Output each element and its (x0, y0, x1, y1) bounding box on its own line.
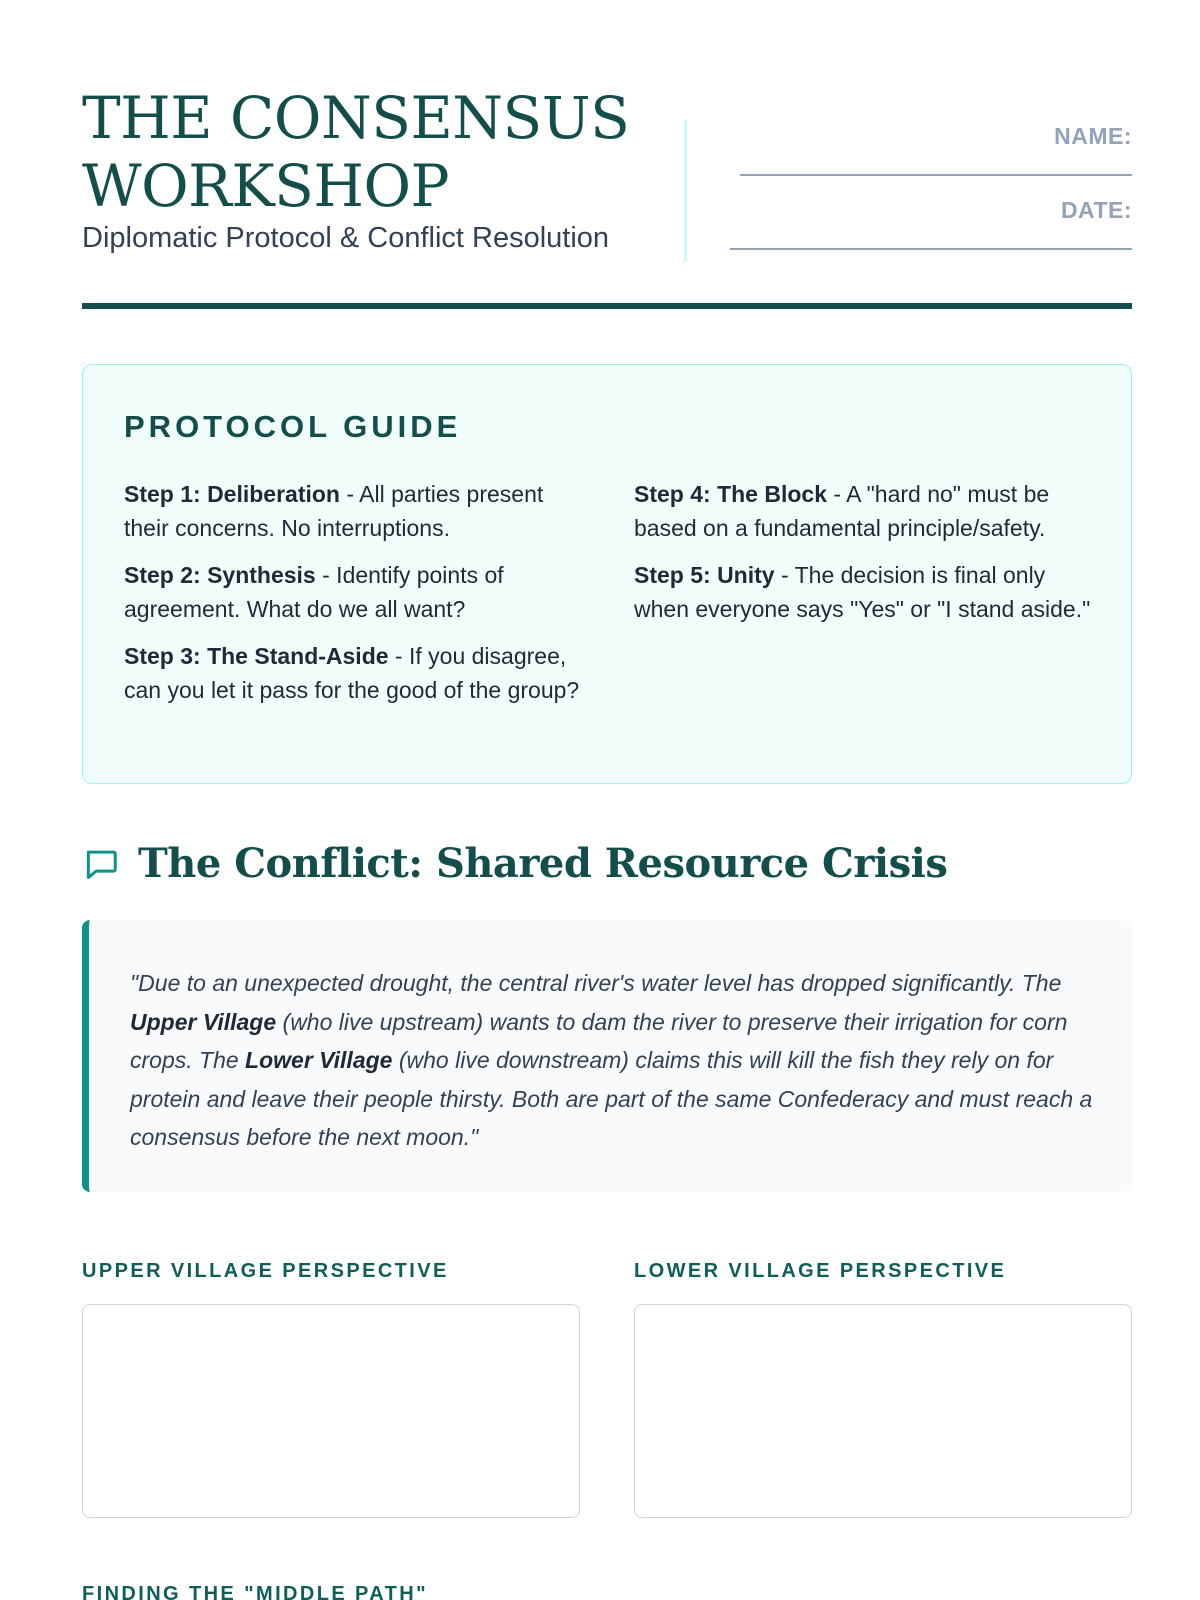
step-text: - A "hard no" must be based on a fundamental principle/safety. (634, 481, 1050, 541)
header-divider (684, 120, 687, 262)
middle-path-label: FINDING THE "MIDDLE PATH" (82, 1583, 428, 1600)
step-label: Step 5: Unity (634, 562, 775, 588)
scenario-part-3: (who live downstream) claims this will kill the fish they rely on for protein and leave their people thirsty. Both are part of the same Confederacy and must reach a consensus before the next moon." (130, 1047, 1093, 1150)
scenario-quote (82, 920, 1132, 1192)
upper-village-section (82, 1258, 580, 1518)
step-text: - The decision is final only when everyone says "Yes" or "I stand aside." (634, 562, 1091, 622)
step-text: - If you disagree, can you let it pass for the good of the group? (124, 643, 580, 703)
lower-village-answer-box[interactable] (634, 1304, 1132, 1518)
name-line[interactable] (740, 174, 1132, 176)
protocol-guide (82, 364, 1132, 784)
protocol-step-3 (124, 639, 584, 707)
date-line[interactable] (730, 248, 1132, 250)
title-line-2: WORKSHOP (82, 152, 450, 220)
protocol-guide-title: PROTOCOL GUIDE (124, 409, 462, 444)
lower-village-emphasis: Lower Village (245, 1047, 393, 1073)
page-subtitle: Diplomatic Protocol & Conflict Resolution (82, 222, 610, 254)
header (82, 84, 1132, 264)
date-label: DATE: (1060, 197, 1132, 223)
lower-village-section (634, 1258, 1132, 1518)
protocol-step-2 (124, 558, 584, 626)
page-title (82, 84, 682, 220)
header-rule (82, 303, 1132, 309)
lower-village-label: LOWER VILLAGE PERSPECTIVE (634, 1260, 1007, 1282)
step-label: Step 1: Deliberation (124, 481, 340, 507)
upper-village-emphasis: Upper Village (130, 1008, 277, 1035)
step-label: Step 4: The Block (634, 481, 827, 507)
protocol-step-5 (634, 558, 1104, 626)
scenario-text (130, 964, 1096, 1157)
upper-village-answer-box[interactable] (82, 1304, 580, 1518)
title-line-1: THE CONSENSUS (82, 84, 630, 152)
conflict-heading (82, 840, 947, 887)
protocol-column-right (634, 477, 1104, 639)
name-field[interactable] (740, 122, 1132, 176)
protocol-step-1 (124, 477, 584, 545)
step-label: Step 2: Synthesis (124, 562, 316, 588)
protocol-step-4 (634, 477, 1104, 545)
date-field[interactable] (730, 196, 1132, 250)
step-label: Step 3: The Stand-Aside (124, 643, 389, 669)
protocol-column-left (124, 477, 584, 720)
chat-bubble-icon (82, 845, 120, 883)
step-text: - Identify points of agreement. What do we all want? (124, 562, 504, 622)
scenario-part-1: "Due to an unexpected drought, the central river's water level has dropped significantly. The (130, 970, 1062, 996)
scenario-part-2: (who live upstream) wants to dam the river to preserve their irrigation for corn crops. The (130, 1008, 1068, 1073)
conflict-title: The Conflict: Shared Resource Crisis (138, 840, 948, 887)
step-text: - All parties present their concerns. No interruptions. (124, 481, 544, 541)
upper-village-label: UPPER VILLAGE PERSPECTIVE (82, 1260, 449, 1282)
name-label: NAME: (1054, 123, 1132, 149)
